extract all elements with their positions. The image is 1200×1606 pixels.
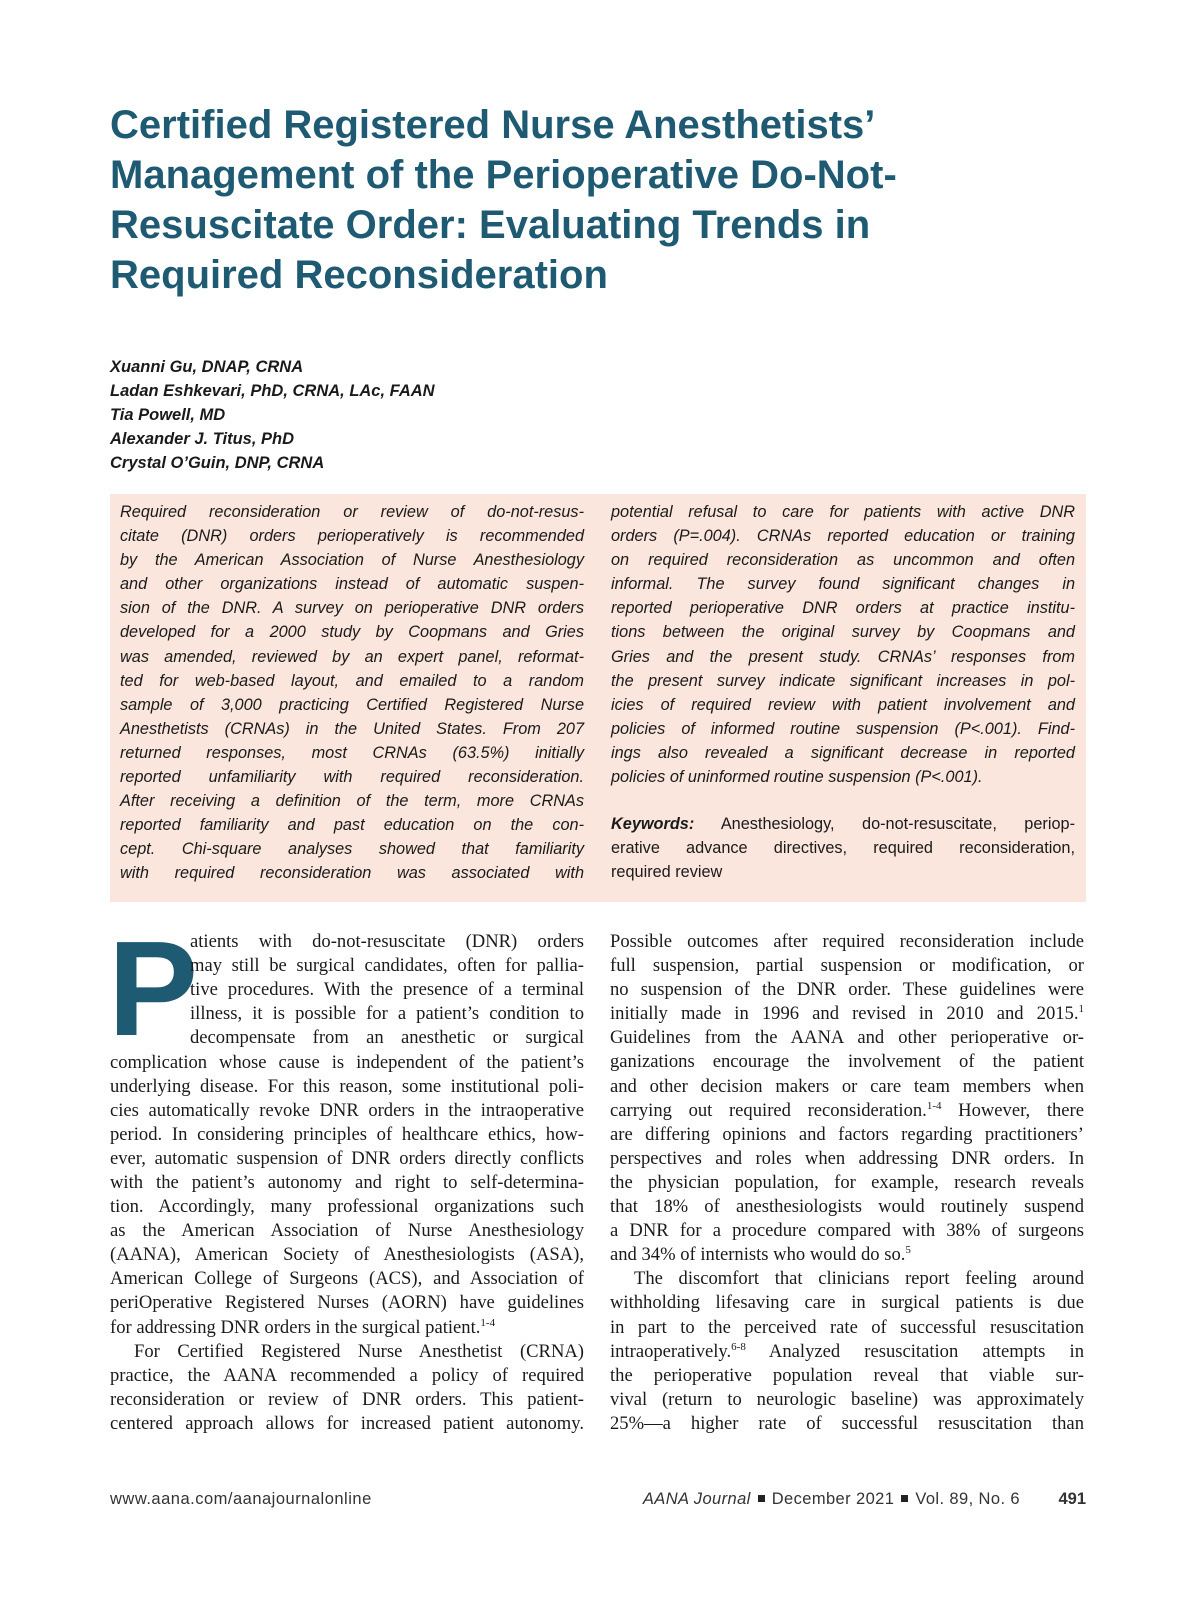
citation: 1-4 [480,1316,496,1329]
abstract-line: icies of required review with patient involvement and [611,695,1075,714]
title-line: Required Reconsideration [110,253,608,297]
page-number: 491 [1058,1490,1086,1508]
abstract-line: policies of informed routine suspension (P<.001). Find- [611,719,1075,738]
abstract-line: informal. The survey found significant changes in [611,575,1075,594]
abstract-line: on required reconsideration as uncommon and often [611,551,1075,570]
body-line: atients with do-not-resuscitate (DNR) orders [190,931,584,952]
abstract-line: reported unfamiliarity with required reconsideration. [120,768,584,787]
abstract-line: policies of uninformed routine suspension (P<.001). [611,768,983,787]
body-right-column [610,930,1084,1436]
body-line: full suspension, partial suspension or modification, or [610,955,1084,977]
journal-name: AANA Journal [642,1490,751,1508]
body-line: centered approach allows for increased patient autonomy. [110,1412,584,1434]
body-text: carrying out required reconsideration. [610,1099,927,1121]
abstract-right-column [611,500,1075,789]
body-line: American College of Surgeons (ACS), and Association of [110,1268,584,1290]
body-line: the physician population, for example, research reveals [610,1171,1084,1193]
abstract-line: potential refusal to care for patients with active DNR [611,503,1075,521]
body-line: Possible outcomes after required reconsideration include [610,931,1084,952]
body-dropcap-lines [190,930,584,1050]
abstract-line: ted for web-based layout, and emailed to a random [120,671,584,690]
citation: 5 [905,1244,911,1257]
body-text: for addressing DNR orders in the surgical patient. [110,1316,481,1338]
body-line: with the patient’s autonomy and right to self-determina- [110,1171,584,1193]
body-line: tive procedures. With the presence of a terminal [190,979,584,1001]
volume-issue: Vol. 89, No. 6 [915,1490,1020,1508]
author: Ladan Eshkevari, PhD, CRNA, LAc, FAAN [110,382,435,400]
abstract-line: developed for a 2000 study by Coopmans and Gries [120,623,584,642]
body-line: 25%—a higher rate of successful resuscitation than [610,1412,1084,1434]
author-list [110,355,435,475]
abstract-line: with required reconsideration was associated with [120,864,584,883]
body-line: ganizations encourage the involvement of the patient [610,1051,1084,1073]
body-line: complication whose cause is independent of the patient’s [110,1051,584,1073]
body-text: intraoperatively. [610,1340,732,1362]
author: Alexander J. Titus, PhD [110,430,294,448]
abstract-line: After receiving a definition of the term, more CRNAs [120,792,584,811]
body-line: are differing opinions and factors regarding practitioners’ [610,1123,1084,1145]
author: Crystal O’Guin, DNP, CRNA [110,454,325,472]
body-line: reconsideration or review of DNR orders. This patient- [110,1388,584,1410]
body-line: perspectives and roles when addressing DNR orders. In [610,1147,1084,1169]
abstract-line: reported perioperative DNR orders at practice institu- [611,599,1075,618]
abstract-line: was amended, reviewed by an expert panel, reformat- [120,647,584,666]
body-line: tion. Accordingly, many professional organizations such [110,1196,584,1218]
body-line [610,1243,1084,1267]
body-line: period. In considering principles of healthcare ethics, how- [110,1123,584,1145]
keywords-line: required review [611,863,723,882]
body-line: ever, automatic suspension of DNR orders directly conflicts [110,1147,584,1169]
abstract-line: the present survey indicate significant increases in pol- [611,671,1075,690]
abstract-line: citate (DNR) orders perioperatively is recommended [120,527,584,546]
keywords-label: Keywords: [611,815,695,833]
body-line: the perioperative population reveal that viable sur- [610,1364,1084,1386]
article-title [110,100,1010,300]
body-line: a DNR for a procedure compared with 38% of surgeons [610,1220,1084,1242]
abstract-line: sion of the DNR. A survey on perioperative DNR orders [120,599,584,618]
abstract-line: cept. Chi-square analyses showed that familiarity [120,840,584,859]
abstract-line: tions between the original survey by Coopmans and [611,623,1075,642]
body-left-column [110,1051,584,1437]
abstract-line: returned responses, most CRNAs (63.5%) initially [120,743,584,762]
body-line: decompensate from an anesthetic or surgical [190,1027,584,1049]
body-line: illness, it is possible for a patient’s condition to [190,1003,584,1025]
body-text: initially made in 1996 and revised in 2010 and 2015. [610,1003,1079,1025]
abstract-line: Gries and the present study. CRNAs’ responses from [611,647,1075,666]
journal-citation [643,1490,1020,1509]
abstract-line: reported familiarity and past education on the con- [120,816,584,835]
abstract-left-column [120,500,584,886]
body-text: Analyzed resuscitation attempts in [745,1340,1084,1362]
body-line [110,1316,584,1340]
author: Xuanni Gu, DNAP, CRNA [110,358,304,376]
citation: 1 [1078,1003,1084,1016]
body-line: may still be surgical candidates, often for pallia- [190,955,584,977]
keywords [611,812,1075,884]
body-line: and other decision makers or care team members when [610,1075,1084,1097]
keywords-line [611,812,1075,836]
drop-cap: P [108,913,199,1064]
body-line [610,1099,1084,1123]
title-line: Resuscitate Order: Evaluating Trends in [110,203,871,247]
body-line: cies automatically revoke DNR orders in the intraoperative [110,1099,584,1121]
body-line: underlying disease. For this reason, some institutional poli- [110,1075,584,1097]
body-text: and 34% of internists who would do so. [610,1244,906,1266]
body-line: Guidelines from the AANA and other perioperative or- [610,1027,1084,1049]
body-line: (AANA), American Society of Anesthesiologists (ASA), [110,1244,584,1266]
body-line: that 18% of anesthesiologists would routinely suspend [610,1196,1084,1218]
separator-square-icon [758,1495,765,1502]
body-line: periOperative Registered Nurses (AORN) have guidelines [110,1292,584,1314]
body-line: practice, the AANA recommended a policy of required [110,1364,584,1386]
body-text: However, there [941,1099,1085,1121]
citation: 6-8 [731,1340,746,1353]
body-line: as the American Association of Nurse Anesthesiology [110,1220,584,1242]
body-line [610,1340,1084,1364]
body-line: withholding lifesaving care in surgical patients is due [610,1292,1084,1314]
body-line: in part to the perceived rate of successful resuscitation [610,1316,1084,1338]
citation: 1-4 [926,1099,942,1112]
abstract-line: ings also revealed a significant decrease in reported [611,743,1075,762]
abstract-line: by the American Association of Nurse Anesthesiology [120,551,584,570]
abstract-line: sample of 3,000 practicing Certified Registered Nurse [120,695,584,714]
issue-date: December 2021 [771,1490,895,1508]
body-line: The discomfort that clinicians report feeling around [634,1268,1084,1290]
page-footer [110,1490,1086,1514]
keywords-text: Anesthesiology, do-not-resuscitate, periop- [720,815,1075,833]
title-line: Certified Registered Nurse Anesthetists’ [110,103,876,147]
journal-url-link[interactable]: www.aana.com/aanajournalonline [110,1490,372,1508]
author: Tia Powell, MD [110,406,226,424]
abstract-line: Required reconsideration or review of do-not-resus- [120,503,584,521]
body-line: no suspension of the DNR order. These guidelines were [610,979,1084,1001]
body-line [610,1002,1084,1026]
body-line: vival (return to neurologic baseline) was approximately [610,1388,1084,1410]
abstract-line: and other organizations instead of automatic suspen- [120,575,584,594]
body-line: For Certified Registered Nurse Anesthetist (CRNA) [134,1340,584,1362]
separator-square-icon [901,1495,908,1502]
abstract-line: orders (P=.004). CRNAs reported education or training [611,527,1075,546]
title-line: Management of the Perioperative Do-Not- [110,153,897,197]
keywords-line: erative advance directives, required reconsideration, [611,839,1075,858]
abstract-line: Anesthetists (CRNAs) in the United States. From 207 [120,719,584,738]
